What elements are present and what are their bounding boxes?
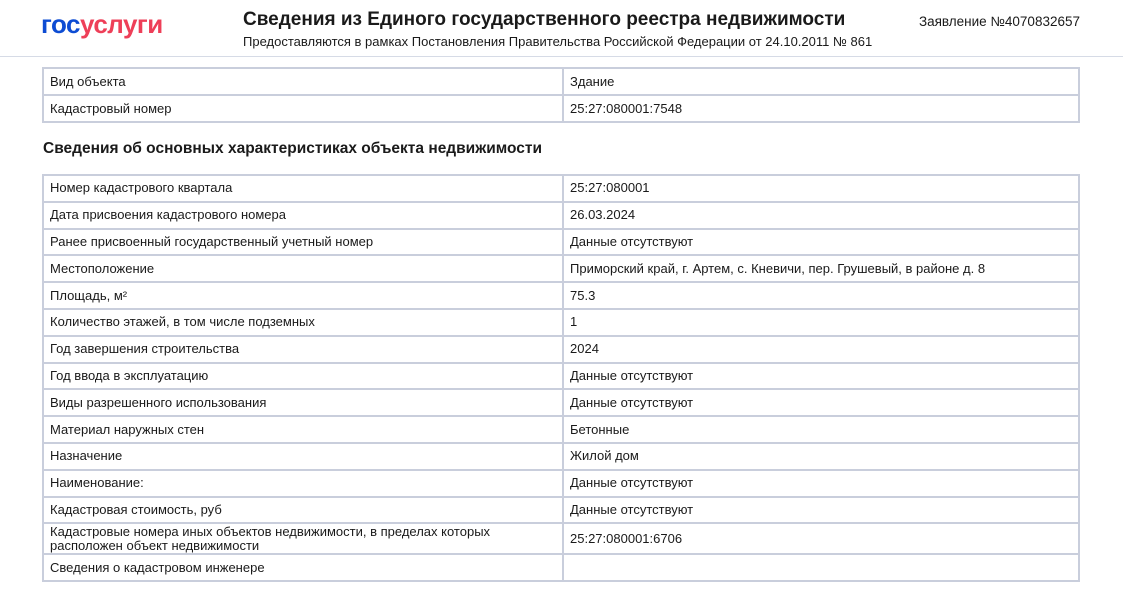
row-label: Наименование: (43, 470, 563, 497)
application-number: Заявление №4070832657 (918, 14, 1080, 29)
table-row (43, 443, 1079, 470)
row-label: Назначение (43, 443, 563, 470)
row-label: Кадастровые номера иных объектов недвижимости, в пределах которых расположен объект недвижимости (43, 523, 563, 554)
table-row (43, 416, 1079, 443)
row-label: Год завершения строительства (43, 336, 563, 363)
table-row (43, 336, 1079, 363)
row-label: Площадь, м² (43, 282, 563, 309)
row-label: Дата присвоения кадастрового номера (43, 202, 563, 229)
row-value: Здание (563, 68, 1079, 95)
characteristics-table (42, 174, 1080, 582)
logo-part-uslugi: услуги (80, 9, 163, 39)
row-value: Данные отсутствуют (563, 229, 1079, 256)
row-label: Кадастровый номер (43, 95, 563, 122)
row-value: Жилой дом (563, 443, 1079, 470)
row-value: 25:27:080001 (563, 175, 1079, 202)
table-row (43, 282, 1079, 309)
row-label: Кадастровая стоимость, руб (43, 497, 563, 524)
table-row (43, 229, 1079, 256)
row-value: Данные отсутствуют (563, 497, 1079, 524)
table-row (43, 389, 1079, 416)
row-value: Данные отсутствуют (563, 470, 1079, 497)
section-title: Сведения об основных характеристиках объекта недвижимости (43, 140, 542, 157)
row-label: Количество этажей, в том числе подземных (43, 309, 563, 336)
gosuslugi-logo[interactable] (41, 8, 163, 40)
row-label: Год ввода в эксплуатацию (43, 363, 563, 390)
row-value: 26.03.2024 (563, 202, 1079, 229)
row-label: Материал наружных стен (43, 416, 563, 443)
row-value (563, 554, 1079, 581)
table-row (43, 309, 1079, 336)
table-row (43, 470, 1079, 497)
table-row (43, 497, 1079, 524)
document-subtitle: Предоставляются в рамках Постановления Правительства Российской Федерации от 24.10.2011 № 861 (243, 34, 873, 49)
table-row (43, 175, 1079, 202)
logo-part-gos: гос (41, 9, 80, 39)
table-row (43, 363, 1079, 390)
table-row (43, 523, 1079, 554)
row-label: Вид объекта (43, 68, 563, 95)
row-value: Данные отсутствуют (563, 363, 1079, 390)
row-value: Приморский край, г. Артем, с. Кневичи, пер. Грушевый, в районе д. 8 (563, 255, 1079, 282)
row-value: Данные отсутствуют (563, 389, 1079, 416)
table-row (43, 202, 1079, 229)
object-info-table (42, 67, 1080, 123)
row-label: Виды разрешенного использования (43, 389, 563, 416)
table-row (43, 255, 1079, 282)
table-row (43, 95, 1079, 122)
row-value: 25:27:080001:6706 (563, 523, 1079, 554)
page-header (0, 0, 1123, 57)
row-value: 25:27:080001:7548 (563, 95, 1079, 122)
row-label: Ранее присвоенный государственный учетный номер (43, 229, 563, 256)
row-value: Бетонные (563, 416, 1079, 443)
table-row (43, 554, 1079, 581)
row-value: 75.3 (563, 282, 1079, 309)
table-row (43, 68, 1079, 95)
row-value: 1 (563, 309, 1079, 336)
document-title: Сведения из Единого государственного реестра недвижимости (243, 9, 846, 30)
row-label: Сведения о кадастровом инженере (43, 554, 563, 581)
row-value: 2024 (563, 336, 1079, 363)
row-label: Номер кадастрового квартала (43, 175, 563, 202)
row-label: Местоположение (43, 255, 563, 282)
